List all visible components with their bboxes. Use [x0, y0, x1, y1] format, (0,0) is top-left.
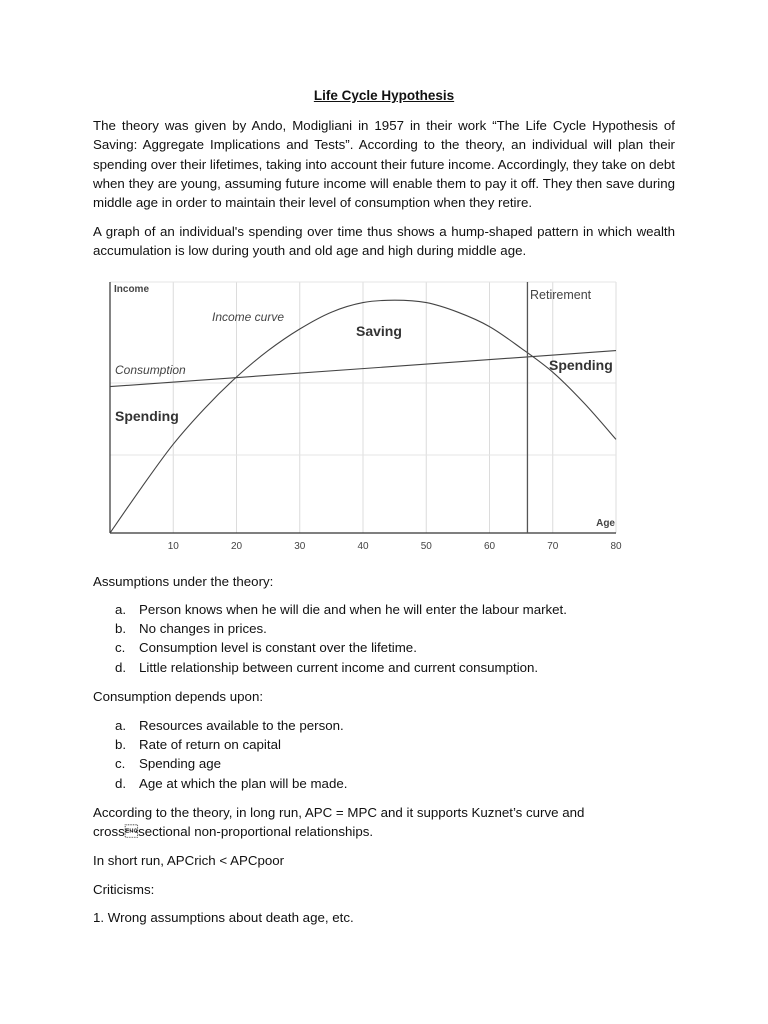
x-tick-label-30: 30: [294, 541, 306, 552]
life-cycle-chart: [100, 275, 630, 560]
list-item: [93, 774, 347, 793]
list-marker: d.: [115, 659, 127, 675]
list-item: [93, 600, 567, 619]
intro-paragraph-2: A graph of an individual's spending over time thus shows a hump-shaped pattern in which wealth accumulation is low during youth and old age and high during middle age.: [93, 224, 675, 259]
criticisms-heading: Criticisms:: [93, 882, 155, 897]
y-axis-label: Income: [114, 284, 150, 295]
list-item-text: Age at which the plan will be made.: [139, 775, 348, 791]
list-item-text: No changes in prices.: [139, 621, 267, 637]
depends-heading: Consumption depends upon:: [93, 689, 264, 704]
x-axis-label: Age: [596, 518, 615, 529]
list-item-text: Resources available to the person.: [139, 718, 344, 733]
list-marker: b.: [115, 737, 127, 753]
list-item-text: Little relationship between current income and current consumption.: [139, 659, 539, 675]
annotation-saving: Saving: [356, 323, 402, 339]
list-item: [93, 658, 567, 677]
x-tick-label-80: 80: [610, 541, 622, 552]
list-marker: d.: [115, 775, 127, 791]
x-tick-label-20: 20: [230, 541, 243, 552]
x-tick-label-40: 40: [357, 541, 369, 552]
annotation-spending-youth: Spending: [115, 408, 179, 424]
list-item: [93, 638, 567, 657]
list-marker: a.: [115, 602, 127, 617]
depends-list: [93, 716, 347, 793]
chart-grid: [110, 282, 616, 533]
list-item-text: Person knows when he will die and when he will enter the labour market.: [139, 602, 567, 617]
list-marker: c.: [115, 756, 126, 772]
list-marker: b.: [115, 621, 127, 637]
x-tick-label-60: 60: [483, 541, 496, 552]
x-tick-label-50: 50: [420, 541, 432, 552]
x-tick-labels: [168, 541, 622, 552]
list-item: [93, 735, 347, 754]
list-item-text: Consumption level is constant over the lifetime.: [139, 640, 417, 656]
assumptions-list: [93, 600, 567, 677]
retirement-label: Retirement: [530, 288, 592, 302]
short-run-paragraph: In short run, APCrich < APCpoor: [93, 853, 285, 868]
list-marker: c.: [115, 640, 126, 656]
long-run-paragraph: According to the theory, in long run, APC = MPC and it supports Kuznet’s curve and crosssectional non-proportional relationships.: [93, 805, 585, 839]
list-item: [93, 619, 567, 638]
annotation-consumption: Consumption: [115, 363, 186, 377]
criticism-item: 1. Wrong assumptions about death age, etc.: [93, 910, 354, 925]
x-tick-label-10: 10: [167, 541, 179, 552]
annotation-spending-retirement: Spending: [549, 357, 613, 373]
list-item-text: Rate of return on capital: [139, 737, 281, 753]
annotation-income-curve: Income curve: [212, 310, 285, 324]
intro-paragraph-1: The theory was given by Ando, Modigliani in 1957 in their work “The Life Cycle Hypothesis of Saving: Aggregate Implications and Tests”. According to the theory, an individual will plan their spending over their lifetimes, taking into account their future income. Accordingly, they take on debt when they are young, assuming future income will enable them to pay it off. They then save during middle age in order to maintain their level of consumption when they retire.: [93, 118, 675, 211]
list-item-text: Spending age: [139, 756, 222, 772]
x-tick-label-70: 70: [547, 541, 559, 552]
list-item: [93, 716, 347, 735]
list-item: [93, 754, 347, 773]
list-marker: a.: [115, 718, 127, 733]
assumptions-heading: Assumptions under the theory:: [93, 574, 274, 589]
page-title: Life Cycle Hypothesis: [313, 88, 455, 103]
